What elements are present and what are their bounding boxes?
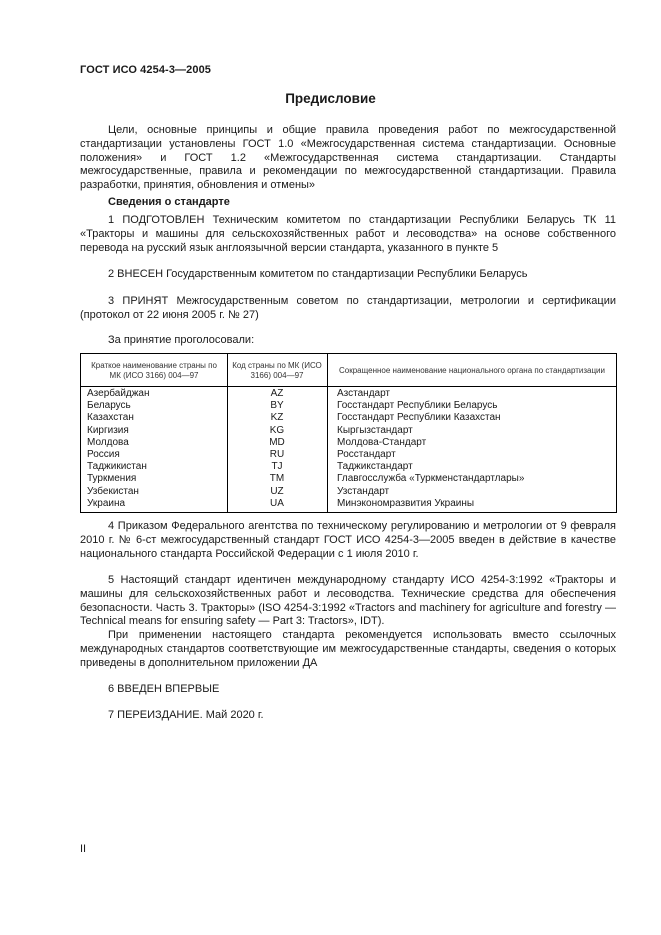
table-body [81,388,616,510]
cell-body: Росстандарт [337,448,396,460]
item-3-paragraph: 3 ПРИНЯТ Межгосударственным советом по стандартизации, метрологии и сертификации (протокол от 22 июня 2005 г. № 27) [80,295,616,321]
table-row [81,388,616,400]
table-header-body: Сокращенное наименование национального органа по стандартизации [339,365,605,375]
section-heading: Сведения о стандарте [108,196,230,208]
item-6-paragraph: 6 ВВЕДЕН ВПЕРВЫЕ [108,683,220,695]
table-header-country: Краткое наименование страны по МК (ИСО 3166) 004—97 [91,360,217,380]
cell-code: UZ [270,485,284,497]
table-row [81,473,616,485]
page-number: II [80,843,87,855]
vote-label: За принятие проголосовали: [108,334,255,346]
cell-code: TJ [271,461,283,473]
document-code: ГОСТ ИСО 4254-3—2005 [80,64,212,76]
table-header-code: Код страны по МК (ИСО 3166) 004—97 [232,360,322,380]
cell-body: Узстандарт [337,485,390,497]
cell-body: Минэкономразвития Украины [337,497,475,509]
table-row [81,449,616,461]
table-row [81,425,616,437]
table-row [81,486,616,498]
intro-paragraph: Цели, основные принципы и общие правила проведения работ по межгосударственной стандартизации установлены ГОСТ 1.0 «Межгосударственная система стандартизации. Основные положения» и ГОСТ 1.2 «Межгосударственная система стандартизации. Стандарты межгосударственные, правила и рекомендации по межгосударственной стандартизации. Правила разработки, принятия, обновления и отмены» [80,124,616,192]
cell-country: Беларусь [87,400,131,412]
cell-body: Госстандарт Республики Казахстан [337,412,501,424]
cell-country: Узбекистан [87,485,139,497]
item-2-paragraph: 2 ВНЕСЕН Государственным комитетом по стандартизации Республики Беларусь [108,268,528,280]
cell-body: Кыргызстандарт [337,424,413,436]
cell-code: UA [270,497,284,509]
cell-body: Главгосслужба «Туркменстандартлары» [337,473,525,485]
cell-country: Казахстан [87,412,134,424]
item-1-paragraph: 1 ПОДГОТОВЛЕН Техническим комитетом по стандартизации Республики Беларусь ТК 11 «Тракторы и машины для сельскохозяйственных работ и лесоводства» на основе собственного перевода на русский язык англоязычной версии стандарта, указанного в пункте 5 [80,214,616,254]
table-header-row [81,354,616,387]
item-4-paragraph: 4 Приказом Федерального агентства по техническому регулированию и метрологии от 9 февраля 2010 г. № 6-ст межгосударственный стандарт ГОСТ ИСО 4254-3—2005 введен в действие в качестве национального стандарта Российской Федерации с 1 июля 2010 г. [80,520,616,560]
member-states-table [80,353,617,513]
cell-code: TM [269,473,285,485]
table-row [81,437,616,449]
cell-country: Таджикистан [87,461,147,473]
table-row [81,412,616,424]
cell-country: Россия [87,448,120,460]
table-row [81,400,616,412]
cell-country: Украина [87,497,126,509]
cell-code: RU [269,448,285,460]
cell-code: MD [269,436,285,448]
item-7-paragraph: 7 ПЕРЕИЗДАНИЕ. Май 2020 г. [108,709,264,721]
cell-body: Таджикстандарт [337,461,413,473]
item-5-note-paragraph: При применении настоящего стандарта рекомендуется использовать вместо ссылочных международных стандартов соответствующие им межгосударственные стандарты, сведения о которых приведены в дополнительном приложении ДА [80,629,616,669]
cell-body: Госстандарт Республики Беларусь [337,400,498,412]
table-row [81,498,616,510]
item-5-paragraph: 5 Настоящий стандарт идентичен международному стандарту ИСО 4254-3:1992 «Тракторы и машины для сельскохозяйственных работ и лесоводства. Технические средства для обеспечения безопасности. Часть 3. Тракторы» (ISO 4254-3:1992 «Tractors and machinery for agriculture and forestry — Technical means for ensuring safety — Part 3: Tractors», IDT). [80,574,616,628]
cell-code: AZ [270,388,284,399]
cell-code: BY [270,400,284,412]
cell-body: Азстандарт [337,388,391,399]
cell-country: Киргизия [87,424,129,436]
cell-country: Молдова [87,436,129,448]
cell-code: KZ [270,412,284,424]
cell-body: Молдова-Стандарт [337,436,427,448]
cell-country: Азербайджан [87,388,150,399]
cell-country: Туркмения [87,473,137,485]
page-title: Предисловие [285,91,376,106]
cell-code: KG [269,424,285,436]
table-row [81,461,616,473]
